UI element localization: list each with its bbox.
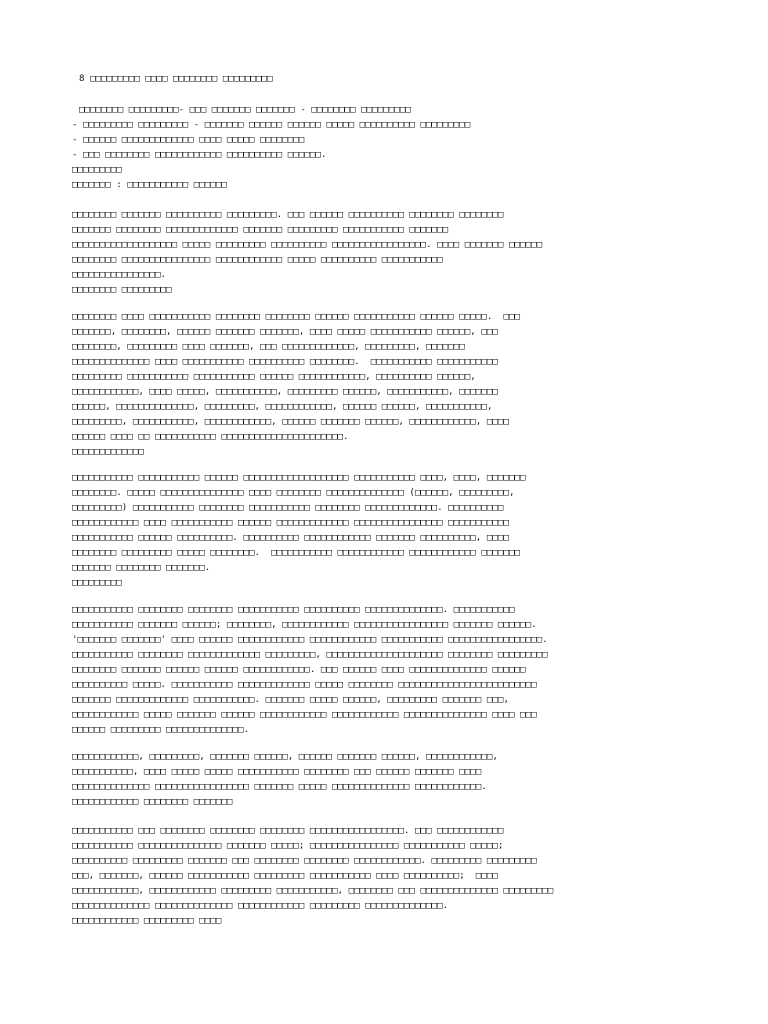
text-line: □□□□□□□□□□□□□□ □□□□□□□□□□□□□□ □□□□□□□□□□□□ □□□□□□□□□ □□□□□□□□□□□□□□. bbox=[72, 900, 449, 911]
text-line: □□□□□□□□□□□ □□□□□□□□ □□□□□□□□ □□□□□□□□□□□ □□□□□□□□□□ □□□□□□□□□□□□□□. □□□□□□□□□□□ bbox=[72, 604, 515, 615]
text-line: □□□□□□□□□□□ □□□□□□□□ □□□□□□□□□□□□□ □□□□□□□□□, □□□□□□□□□□□□□□□□□□□□□ □□□□□□□□ □□□□□□□□□ bbox=[72, 649, 548, 660]
text-line: □□□□□□□□□□□ □□□□□□□ □□□□□□; □□□□□□□□, □□□□□□□□□□□□ □□□□□□□□□□□□□□□□□ □□□□□□□ □□□□□□. bbox=[72, 619, 537, 630]
text-line: □□□□□□□□□□□□, □□□□□□□□□□□□ □□□□□□□□□ □□□□□□□□□□□, □□□□□□□□ □□□ □□□□□□□□□□□□□□ □□□□□□□□□ bbox=[72, 885, 554, 896]
text-line: □□□□□□ □□□□ □□ □□□□□□□□□□□ □□□□□□□□□□□□□□□□□□□□□□. bbox=[72, 431, 349, 442]
text-line: □□□□□□□, □□□□□□□□, □□□□□□ □□□□□□□ □□□□□□□, □□□□ □□□□□ □□□□□□□□□□□ □□□□□□, □□□ bbox=[72, 326, 498, 337]
text-line: □□□□□□□□□□□□ □□□□ □□□□□□□□□□□ □□□□□□ □□□□□□□□□□□□□ □□□□□□□□□□□□□□□□ □□□□□□□□□□□ bbox=[72, 517, 509, 528]
text-line: - □□□ □□□□□□□□ □□□□□□□□□□□□ □□□□□□□□□□ □□□□□□. bbox=[72, 149, 327, 160]
text-line: □□□□□□□□ □□□□□□□□□ □□□□□ □□□□□□□□. □□□□□□□□□□□ □□□□□□□□□□□□ □□□□□□□□□□□□ □□□□□□□ bbox=[72, 547, 521, 558]
text-line: □□□□□□□□□□□□□ bbox=[72, 446, 144, 457]
text-line: □□□□□□□□□□□ □□□□□□ □□□□□□□□□□. □□□□□□□□□□ □□□□□□□□□□□□ □□□□□□□ □□□□□□□□□□, □□□□ bbox=[72, 532, 509, 543]
page-heading: 8 □□□□□□□□□ □□□□ □□□□□□□□ □□□□□□□□□ bbox=[79, 73, 273, 84]
text-line: □□□□□□ □□□□□□□□□ □□□□□□□□□□□□□□. bbox=[72, 724, 250, 735]
text-line: □□□□□□□ □□□□□□□□ □□□□□□□□□□□□□ □□□□□□□ □□□□□□□□□ □□□□□□□□□□□ □□□□□□□ bbox=[72, 224, 449, 235]
text-line: - □□□□□□□□□ □□□□□□□□□ - □□□□□□□ □□□□□□ □□□□□□ □□□□□ □□□□□□□□□□ □□□□□□□□□ bbox=[72, 119, 471, 130]
text-line: □□□□□□□□□□□□□□ □□□□□□□□□□□□□□□□□ □□□□□□□ □□□□□ □□□□□□□□□□□□□□ □□□□□□□□□□□□. bbox=[72, 781, 487, 792]
paragraph-block-7 bbox=[72, 823, 712, 928]
paragraph-block-5 bbox=[72, 602, 712, 737]
text-line: □□□□□□□□ □□□□□□□ □□□□□□ □□□□□□ □□□□□□□□□□□□. □□□ □□□□□□ □□□□ □□□□□□□□□□□□□□ □□□□□□ bbox=[72, 664, 526, 675]
paragraph-block-1 bbox=[72, 102, 712, 192]
text-line: □□□□□□□□□□ □□□□□. □□□□□□□□□□□ □□□□□□□□□□□□□ □□□□□ □□□□□□□□ □□□□□□□□□□□□□□□□□□□□□□□□□ bbox=[72, 679, 537, 690]
text-line: □□□□□□□□□ □□□□□□□□□□□ □□□□□□□□□□□ □□□□□□ □□□□□□□□□□□□, □□□□□□□□□□ □□□□□□, bbox=[72, 371, 476, 382]
text-line: □□□□□□□□□□□□□□□□□□□ □□□□□ □□□□□□□□□ □□□□□□□□□□ □□□□□□□□□□□□□□□□□. □□□□ □□□□□□□ □□□□□□ bbox=[72, 239, 543, 250]
text-line: □□□□□□□□□□□, □□□□ □□□□□ □□□□□ □□□□□□□□□□□ □□□□□□□□ □□□ □□□□□□ □□□□□□□ □□□□ bbox=[72, 766, 482, 777]
text-line: '□□□□□□□ □□□□□□□' □□□□ □□□□□□ □□□□□□□□□□□□ □□□□□□□□□□□□ □□□□□□□□□□□ □□□□□□□□□□□□□□□□□. bbox=[72, 634, 548, 645]
text-line: □□□□□□□□□□□□□□ □□□□ □□□□□□□□□□□ □□□□□□□□□□ □□□□□□□□. □□□□□□□□□□□ □□□□□□□□□□□ bbox=[72, 356, 498, 367]
text-line: □□□□□□□□ □□□□ □□□□□□□□□□□ □□□□□□□□ □□□□□□□□ □□□□□□ □□□□□□□□□□□ □□□□□□ □□□□□. □□□ bbox=[72, 311, 521, 322]
text-line: □□□□□□□□□□□ □□□□□□□□□□□ □□□□□□ □□□□□□□□□□□□□□□□□□□ □□□□□□□□□□□ □□□□, □□□□, □□□□□□□ bbox=[72, 472, 526, 483]
paragraph-block-2 bbox=[72, 207, 712, 297]
text-line: □□□□□□□ □□□□□□□□□□□□□ □□□□□□□□□□□. □□□□□□□ □□□□□ □□□□□□, □□□□□□□□□ □□□□□□□ □□□, bbox=[72, 694, 509, 705]
text-line: □□□□□□□ □□□□□□□□ □□□□□□□. bbox=[72, 562, 211, 573]
text-line: □□□□□□□□□□ □□□□□□□□□ □□□□□□□ □□□ □□□□□□□□ □□□□□□□□ □□□□□□□□□□□□. □□□□□□□□□ □□□□□□□□□ bbox=[72, 855, 537, 866]
text-line: □□□□□□□□□□□□ □□□□□□□□ □□□□□□□ bbox=[72, 796, 233, 807]
text-line: □□□□□□□□□□□ □□□□□□□□□□□□□□□ □□□□□□□ □□□□□; □□□□□□□□□□□□□□□□ □□□□□□□□□□□ □□□□□; bbox=[72, 840, 504, 851]
text-line: □□□□□□□□ □□□□□□□□□- □□□ □□□□□□□ □□□□□□□ - □□□□□□□□ □□□□□□□□□ bbox=[79, 104, 411, 115]
text-line: □□□□□□□□□ bbox=[72, 164, 122, 175]
paragraph-block-4 bbox=[72, 470, 712, 590]
text-line: □□□□□□□□ □□□□□□□ □□□□□□□□□□ □□□□□□□□□. □□□ □□□□□□ □□□□□□□□□□ □□□□□□□□ □□□□□□□□ bbox=[72, 209, 504, 220]
text-line: □□□□□□□□□□□□ □□□□□□□□□ □□□□ bbox=[72, 915, 222, 926]
text-line: □□□□□□□□□□□ □□□ □□□□□□□□ □□□□□□□□ □□□□□□□□ □□□□□□□□□□□□□□□□□. □□□ □□□□□□□□□□□□ bbox=[72, 825, 504, 836]
text-line: □□□□□□□□ □□□□□□□□□ bbox=[72, 284, 172, 295]
text-line: □□□□□□□□, □□□□□□□□□ □□□□ □□□□□□□, □□□ □□□□□□□□□□□□□, □□□□□□□□□, □□□□□□□ bbox=[72, 341, 465, 352]
text-line: □□□, □□□□□□□, □□□□□□ □□□□□□□□□□□ □□□□□□□□□ □□□□□□□□□□□ □□□□ □□□□□□□□□□; □□□□ bbox=[72, 870, 498, 881]
text-line: □□□□□□, □□□□□□□□□□□□□□, □□□□□□□□□, □□□□□□□□□□□□, □□□□□□ □□□□□□, □□□□□□□□□□□, bbox=[72, 401, 493, 412]
text-line: □□□□□□□□□□□□, □□□□□□□□□, □□□□□□□ □□□□□□, □□□□□□ □□□□□□□ □□□□□□, □□□□□□□□□□□□, bbox=[72, 751, 498, 762]
text-line: □□□□□□□□□□□□ □□□□□ □□□□□□□ □□□□□□ □□□□□□□□□□□□ □□□□□□□□□□□□ □□□□□□□□□□□□□□□ □□□□ □□□ bbox=[72, 709, 537, 720]
text-line: □□□□□□□□ □□□□□□□□□□□□□□□□ □□□□□□□□□□□□ □□□□□ □□□□□□□□□□ □□□□□□□□□□□ bbox=[72, 254, 443, 265]
text-line: □□□□□□□□. □□□□□ □□□□□□□□□□□□□□□ □□□□ □□□□□□□□ □□□□□□□□□□□□□□ (□□□□□□, □□□□□□□□□, bbox=[72, 487, 515, 498]
text-line: □□□□□□□□□) □□□□□□□□□□□ □□□□□□□□ □□□□□□□□□□□ □□□□□□□□ □□□□□□□□□□□□□. □□□□□□□□□□ bbox=[72, 502, 504, 513]
paragraph-block-6 bbox=[72, 749, 712, 809]
text-line: □□□□□□□□□, □□□□□□□□□□□, □□□□□□□□□□□□, □□□□□□ □□□□□□□ □□□□□□, □□□□□□□□□□□□, □□□□ bbox=[72, 416, 509, 427]
text-line: □□□□□□□□□□□□□□□□. bbox=[72, 269, 167, 280]
text-line: - □□□□□□ □□□□□□□□□□□□□ □□□□ □□□□□ □□□□□□□□ bbox=[72, 134, 305, 145]
paragraph-block-3 bbox=[72, 309, 712, 459]
text-line: □□□□□□□□□□□□, □□□□ □□□□□, □□□□□□□□□□□, □□□□□□□□□ □□□□□□, □□□□□□□□□□□, □□□□□□□ bbox=[72, 386, 498, 397]
text-line: □□□□□□□ : □□□□□□□□□□□ □□□□□□ bbox=[72, 179, 227, 190]
text-line: □□□□□□□□□ bbox=[72, 577, 122, 588]
